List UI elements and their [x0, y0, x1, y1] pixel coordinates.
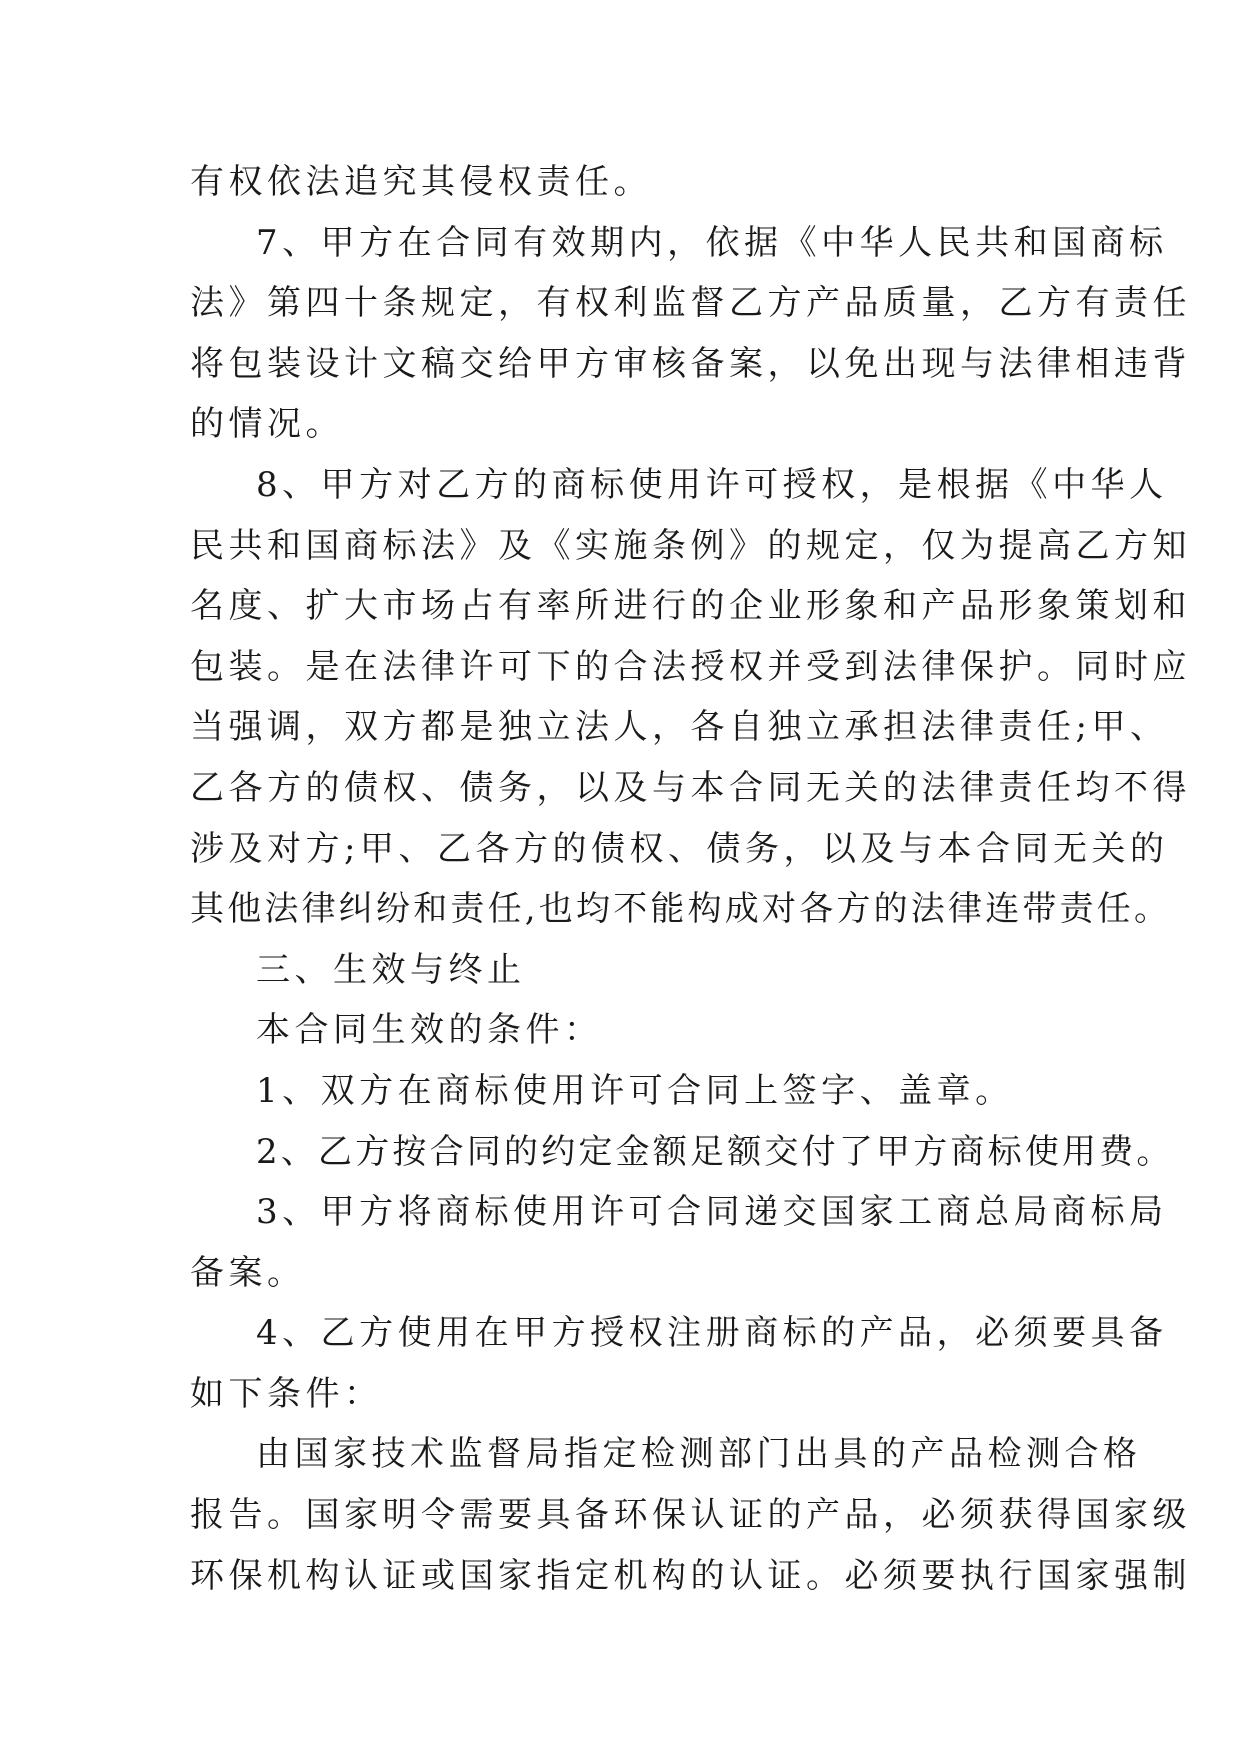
- text-line: 2、乙方按合同的约定金额足额交付了甲方商标使用费。: [256, 1131, 1174, 1172]
- text-line: 有权依法追究其侵权责任。: [190, 162, 652, 202]
- text-line: 如下条件：: [190, 1373, 383, 1414]
- text-line: 报告。国家明令需要具备环保认证的产品，必须获得国家级: [190, 1495, 1191, 1536]
- text-line: 本合同生效的条件：: [256, 1010, 603, 1051]
- section-heading: 三、生效与终止: [256, 949, 526, 990]
- text-line: 7、甲方在合同有效期内，依据《中华人民共和国商标: [256, 222, 1168, 263]
- text-line: 乙各方的债权、债务，以及与本合同无关的法律责任均不得: [190, 767, 1191, 808]
- text-line: 涉及对方;甲、乙各方的债权、债务，以及与本合同无关的: [190, 828, 1169, 869]
- text-line: 环保机构认证或国家指定机构的认证。必须要执行国家强制: [190, 1555, 1191, 1596]
- text-line: 法》第四十条规定，有权利监督乙方产品质量，乙方有责任: [190, 283, 1191, 324]
- text-line: 将包装设计文稿交给甲方审核备案，以免出现与法律相违背: [190, 343, 1191, 384]
- text-line: 4、乙方使用在甲方授权注册商标的产品，必须要具备: [256, 1313, 1168, 1354]
- text-line: 备案。: [190, 1252, 306, 1293]
- text-line: 名度、扩大市场占有率所进行的企业形象和产品形象策划和: [190, 586, 1191, 627]
- text-line: 由国家技术监督局指定检测部门出具的产品检测合格: [256, 1434, 1142, 1475]
- document-body: [190, 152, 1191, 1606]
- text-line: 的情况。: [190, 404, 344, 445]
- text-line: 包装。是在法律许可下的合法授权并受到法律保护。同时应: [190, 646, 1191, 687]
- text-line: 1、双方在商标使用许可合同上签字、盖章。: [256, 1070, 1014, 1111]
- text-line: 3、甲方将商标使用许可合同递交国家工商总局商标局: [256, 1192, 1168, 1233]
- text-line: 其他法律纠纷和责任,也均不能构成对各方的法律连带责任。: [190, 889, 1172, 930]
- text-line: 民共和国商标法》及《实施条例》的规定，仅为提高乙方知: [190, 525, 1191, 566]
- text-line: 当强调，双方都是独立法人，各自独立承担法律责任;甲、: [190, 707, 1169, 748]
- text-line: 8、甲方对乙方的商标使用许可授权，是根据《中华人: [256, 464, 1168, 505]
